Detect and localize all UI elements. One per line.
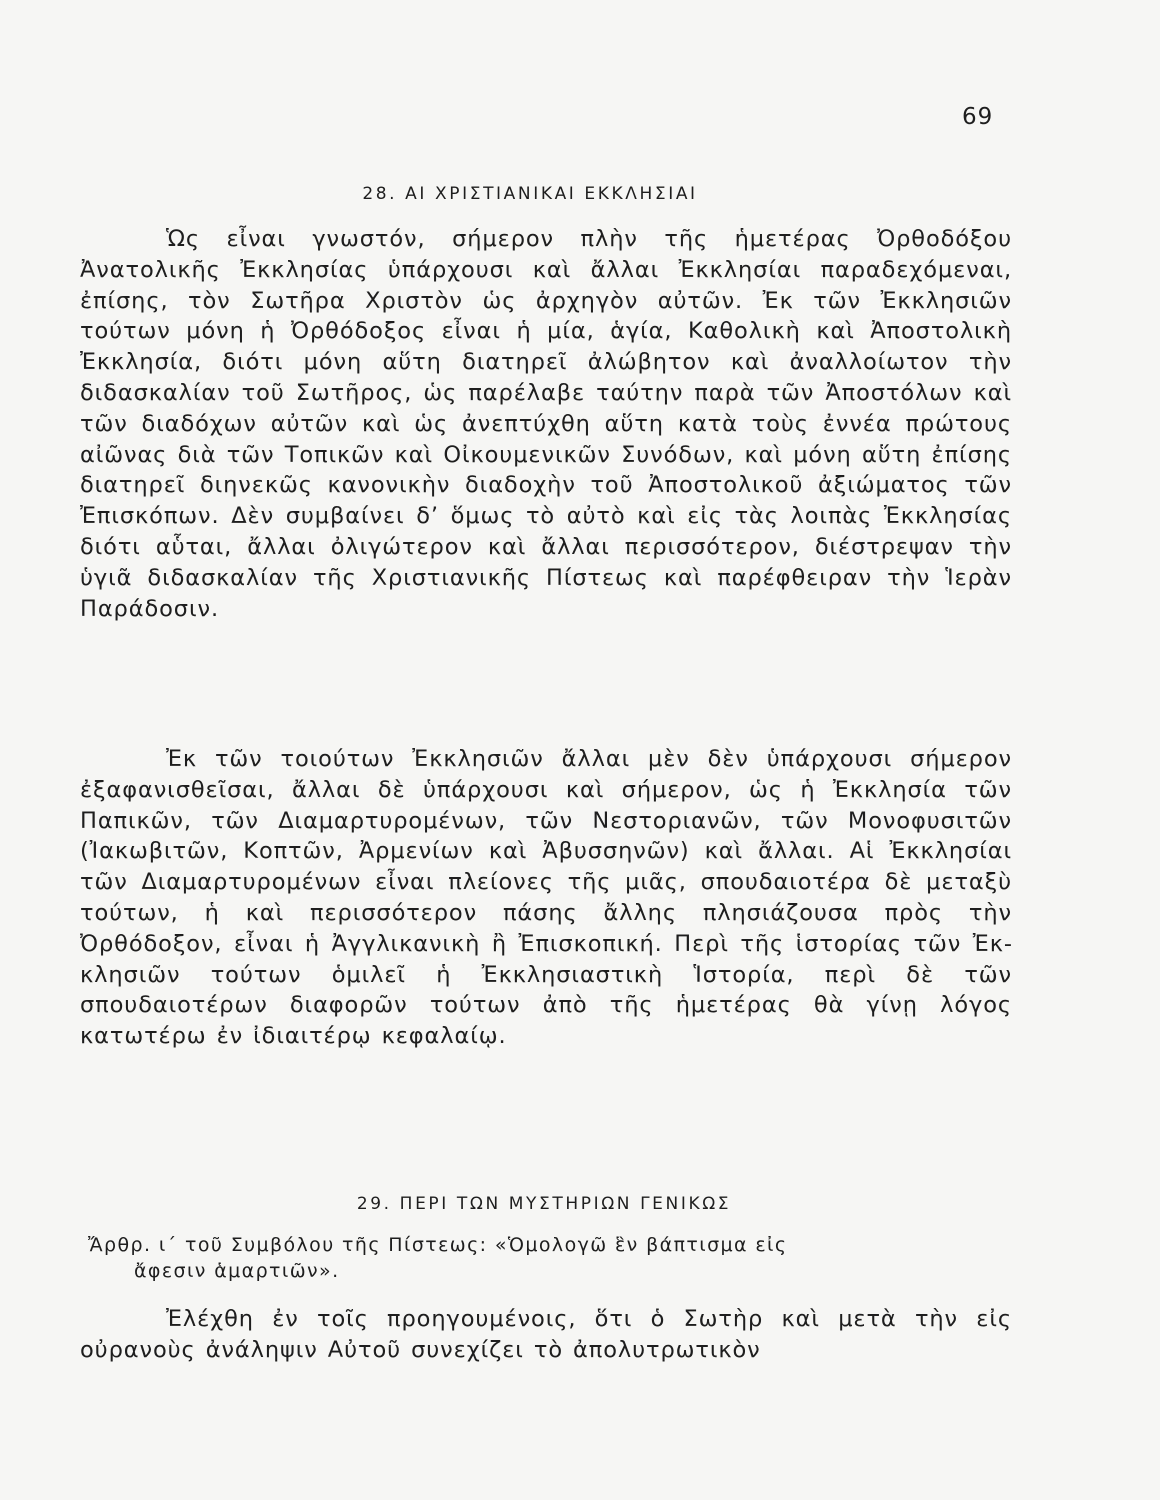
page-number: 69 — [962, 104, 994, 130]
section-29-paragraph-1: Ἐλέχθη ἐν τοῖς προηγουμένοις, ὅτι ὁ Σωτὴρ καὶ μετὰ τὴν εἰς οὐρανοὺς ἀνάληψιν Αὐτοῦ συνεχίζει τὸ ἀπολυτρωτικὸν — [80, 1306, 1012, 1363]
section-28-heading: 28. ΑΙ ΧΡΙΣΤΙΑΝΙΚΑΙ ΕΚΚΛΗΣΙΑΙ — [362, 184, 698, 205]
creed-article-note — [88, 1232, 1012, 1284]
creed-article-line-1: Ἄρθρ. ι΄ τοῦ Συμβόλου τῆς Πίστεως: «Ὁμολογῶ ἓν βάπτισμα εἰς — [88, 1234, 788, 1256]
creed-article-line-2: ἄφεσιν ἁμαρτιῶν». — [134, 1260, 340, 1282]
section-29-heading: 29. ΠΕΡΙ ΤΩΝ ΜΥΣΤΗΡΙΩΝ ΓΕΝΙΚΩΣ — [356, 1194, 732, 1215]
section-28-paragraph-1: Ὡς εἶναι γνωστόν, σήμερον πλὴν τῆς ἡμετέρας Ὀρθοδόξου Ἀνατολικῆς Ἐκκλησίας ὑπάρχουσι καὶ ἄλλαι Ἐκκλησίαι παραδεχόμεναι, ἐπίσης, τὸν Σωτῆρα Χριστὸν ὡς ἀρχηγὸν αὐτῶν. Ἐκ τῶν Ἐκκλησιῶν τούτων μόνη ἡ Ὀρθόδοξος εἶναι ἡ μία, ἁγία, Καθολικὴ καὶ Ἀποστολικὴ Ἐκκλησία, διότι μόνη αὕτη διατηρεῖ ἀλώβητον καὶ ἀναλλοίωτον τὴν διδασκαλίαν τοῦ Σωτῆρος, ὡς παρέλαβε ταύτην παρὰ τῶν Ἀποστόλων καὶ τῶν διαδόχων αὐτῶν καὶ ὡς ἀνεπτύχθη αὕτη κατὰ τοὺς ἐννέα πρώτους αἰῶνας διὰ τῶν Τοπικῶν καὶ Οἰκουμενικῶν Συνόδων, καὶ μόνη αὕτη ἐπίσης διατηρεῖ διηνεκῶς κανονικὴν διαδοχὴν τοῦ Ἀποστολικοῦ ἀξιώματος τῶν Ἐπισκόπων. Δὲν συμβαίνει δ’ ὅμως τὸ αὐτὸ καὶ εἰς τὰς λοιπὰς Ἐκκλησίας διότι αὗται, ἄλλαι ὀλιγώτερον καὶ ἄλλαι περισσότερον, διέστρεψαν τὴν ὑγιᾶ διδασκαλίαν τῆς Χριστιανικῆς Πίστεως καὶ παρέφθειραν τὴν Ἱερὰν Παράδοσιν. — [80, 226, 1012, 622]
section-28-paragraph-2: Ἐκ τῶν τοιούτων Ἐκκλησιῶν ἄλλαι μὲν δὲν ὑπάρχουσι σήμερον ἐξαφανισθεῖσαι, ἄλλαι δὲ ὑπάρχουσι καὶ σήμερον, ὡς ἡ Ἐκκλησία τῶν Παπικῶν, τῶν Διαμαρτυρομένων, τῶν Νεστοριανῶν, τῶν Μονοφυσιτῶν (Ἰακωβιτῶν, Κοπτῶν, Ἀρμενίων καὶ Ἀβυσσηνῶν) καὶ ἄλλαι. Αἱ Ἐκκλησίαι τῶν Διαμαρτυρομένων εἶναι πλείονες τῆς μιᾶς, σπουδαιοτέρα δὲ μεταξὺ τούτων, ἡ καὶ περισσότερον πάσης ἄλλης πλησιάζουσα πρὸς τὴν Ὀρθόδοξον, εἶναι ἡ Ἀγγλικανικὴ ἢ Ἐπισκοπική. Περὶ τῆς ἱστορίας τῶν Ἐκκλησιῶν τούτων ὁμιλεῖ ἡ Ἐκκλησιαστικὴ Ἱστορία, περὶ δὲ τῶν σπουδαιοτέρων διαφορῶν τούτων ἀπὸ τῆς ἡμετέρας θὰ γίνῃ λόγος κατωτέρω ἐν ἰδιαιτέρῳ κεφαλαίῳ. — [80, 746, 1012, 1050]
